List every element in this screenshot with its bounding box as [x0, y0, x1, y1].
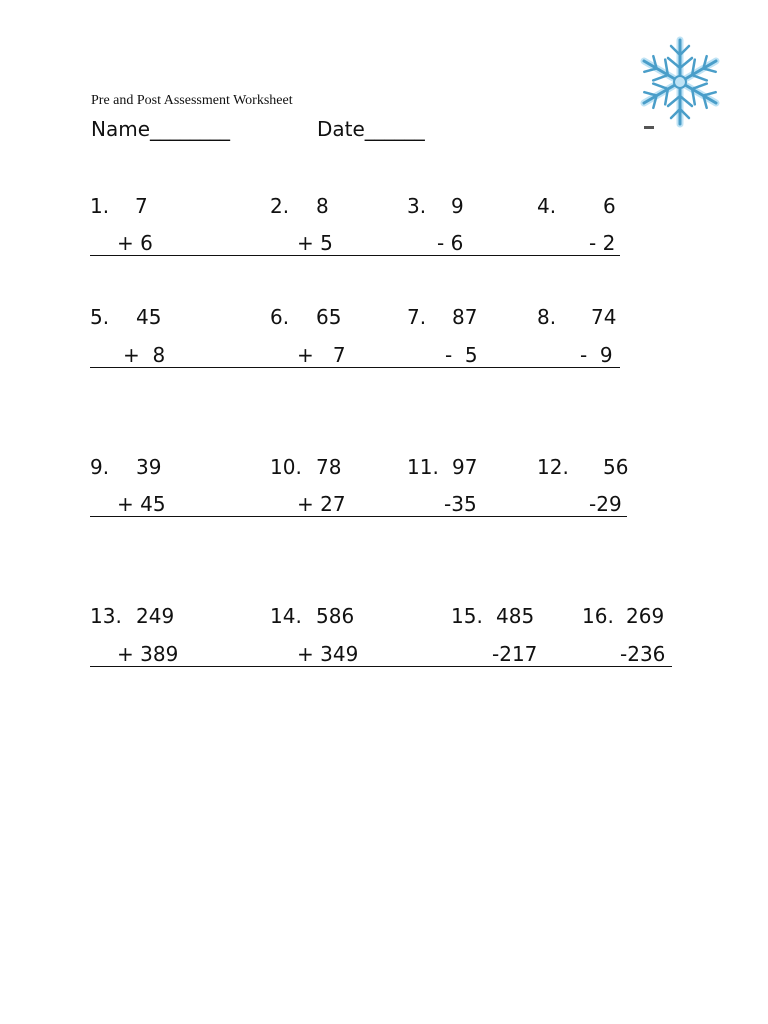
problem-15-top: 485: [496, 604, 535, 628]
problem-3-number: 3.: [407, 194, 427, 218]
problem-4-top: 6: [603, 194, 616, 218]
worksheet-title: Pre and Post Assessment Worksheet: [91, 93, 293, 108]
problem-5-bottom: + 8: [123, 343, 166, 367]
problem-14-bottom: + 349: [297, 642, 359, 666]
problem-2-number: 2.: [270, 194, 290, 218]
problem-13-top: 249: [136, 604, 175, 628]
problem-8-top: 74: [591, 305, 617, 329]
problem-8-bottom: - 9: [580, 343, 613, 367]
problem-13-bottom: + 389: [117, 642, 179, 666]
problem-5-number: 5.: [90, 305, 110, 329]
row-3-answer-line: [90, 516, 627, 517]
date-field-label: Date______: [317, 117, 425, 141]
problem-6-number: 6.: [270, 305, 290, 329]
problem-9-number: 9.: [90, 455, 110, 479]
problem-14-top: 586: [316, 604, 355, 628]
problem-9-top: 39: [136, 455, 162, 479]
problem-16-number: 16.: [582, 604, 614, 628]
problem-10-number: 10.: [270, 455, 302, 479]
row-1-answer-line: [90, 255, 620, 256]
problem-7-top: 87: [452, 305, 478, 329]
problem-14-number: 14.: [270, 604, 302, 628]
problem-2-top: 8: [316, 194, 329, 218]
problem-10-top: 78: [316, 455, 342, 479]
problem-11-top: 97: [452, 455, 478, 479]
problem-12-number: 12.: [537, 455, 569, 479]
problem-10-bottom: + 27: [297, 492, 346, 516]
problem-15-number: 15.: [451, 604, 483, 628]
problem-7-bottom: - 5: [445, 343, 478, 367]
problem-1-number: 1.: [90, 194, 110, 218]
row-2-answer-line: [90, 367, 620, 368]
problem-6-bottom: + 7: [297, 343, 346, 367]
problem-4-number: 4.: [537, 194, 557, 218]
problem-11-bottom: -35: [444, 492, 477, 516]
problem-1-top: 7: [135, 194, 148, 218]
problem-5-top: 45: [136, 305, 162, 329]
problem-12-top: 56: [603, 455, 629, 479]
problem-3-top: 9: [451, 194, 464, 218]
problem-3-bottom: - 6: [437, 231, 464, 255]
problem-8-number: 8.: [537, 305, 557, 329]
problem-9-bottom: + 45: [117, 492, 166, 516]
row-4-answer-line: [90, 666, 672, 667]
problem-13-number: 13.: [90, 604, 122, 628]
name-field-label: Name________: [91, 117, 231, 141]
problem-6-top: 65: [316, 305, 342, 329]
problem-7-number: 7.: [407, 305, 427, 329]
problem-16-bottom: -236: [620, 642, 666, 666]
problem-12-bottom: -29: [589, 492, 622, 516]
snowflake-icon: [636, 34, 724, 134]
problem-4-bottom: - 2: [589, 231, 616, 255]
problem-2-bottom: + 5: [297, 231, 333, 255]
problem-16-top: 269: [626, 604, 665, 628]
problem-15-bottom: -217: [492, 642, 538, 666]
problem-1-bottom: + 6: [117, 231, 153, 255]
problem-11-number: 11.: [407, 455, 439, 479]
